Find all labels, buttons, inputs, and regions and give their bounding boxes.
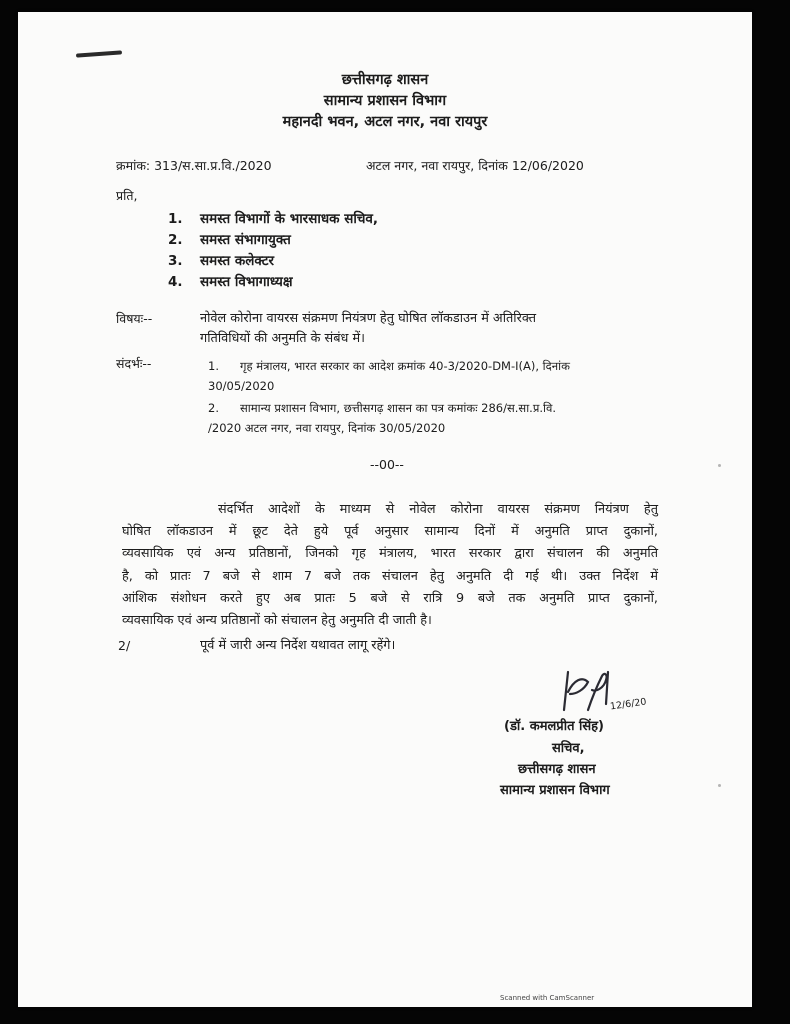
body-line: संदर्भित आदेशों के माध्यम से नोवेल कोरोना वायरस संक्रमण नियंत्रण हेतु xyxy=(218,502,658,517)
scanner-watermark: Scanned with CamScanner xyxy=(500,994,595,1002)
reference-item-line: 30/05/2020 xyxy=(208,379,275,393)
separator: --00-- xyxy=(370,457,404,472)
point-text: पूर्व में जारी अन्य निर्देश यथावत लागू रहेंगे। xyxy=(200,638,396,653)
recipient-text: समस्त विभागों के भारसाधक सचिव, xyxy=(200,211,379,227)
scan-dot xyxy=(718,784,721,787)
letterhead-government: छत्तीसगढ़ शासन xyxy=(341,72,429,88)
letterhead xyxy=(18,70,752,133)
body-line: है, को प्रातः 7 बजे से शाम 7 बजे तक संचालन हेतु अनुमति दी गई थी। उक्त निर्देश में xyxy=(122,568,658,584)
recipient-text: समस्त कलेक्टर xyxy=(200,253,275,269)
reference-item-line: सामान्य प्रशासन विभाग, छत्तीसगढ़ शासन का पत्र कमांकः 286/स.सा.प्र.वि. xyxy=(240,401,557,415)
letterhead-department: सामान्य प्रशासन विभाग xyxy=(323,93,447,109)
recipient-number: 2. xyxy=(168,232,183,248)
subject-label: विषयः-- xyxy=(116,311,153,326)
recipient-text: समस्त विभागाध्यक्ष xyxy=(200,274,293,290)
signatory-name: (डॉ. कमलप्रीत सिंह) xyxy=(504,719,604,734)
document-page xyxy=(18,12,752,1007)
signatory-org: छत्तीसगढ़ शासन xyxy=(518,762,596,777)
reference-item-line: गृह मंत्रालय, भारत सरकार का आदेश क्रमांक 40-3/2020-DM-I(A), दिनांक xyxy=(240,359,570,373)
body-paragraph xyxy=(122,499,658,632)
recipient-text: समस्त संभागायुक्त xyxy=(200,232,291,248)
recipient-number: 4. xyxy=(168,274,183,290)
place-date: अटल नगर, नवा रायपुर, दिनांक 12/06/2020 xyxy=(366,158,584,173)
reference-item-number: 2. xyxy=(208,401,219,415)
subject-line: नोवेल कोरोना वायरस संक्रमण नियंत्रण हेतु घोषित लॉकडाउन में अतिरिक्त xyxy=(200,311,537,326)
to-label: प्रति, xyxy=(116,188,138,203)
pen-mark xyxy=(76,50,122,57)
scan-dot xyxy=(718,464,721,467)
body-line: घोषित लॉकडाउन में छूट देते हुये पूर्व अनुसार सामान्य दिनों में अनुमति प्राप्त दुकानों, xyxy=(122,524,658,540)
letterhead-address: महानदी भवन, अटल नगर, नवा रायपुर xyxy=(282,114,488,130)
reference-item-line: /2020 अटल नगर, नवा रायपुर, दिनांक 30/05/2020 xyxy=(208,421,446,435)
body-line: आंशिक संशोधन करते हुए अब प्रातः 5 बजे से रात्रि 9 बजे तक अनुमति प्राप्त दुकानों, xyxy=(122,590,658,606)
recipient-number: 1. xyxy=(168,211,183,227)
reference-item-number: 1. xyxy=(208,359,219,373)
body-line: व्यवसायिक एवं अन्य प्रतिष्ठानों, जिनको गृह मंत्रालय, भारत सरकार द्वारा संचालन की अनुमति xyxy=(122,546,658,562)
body-line: व्यवसायिक एवं अन्य प्रतिष्ठानों को संचालन हेतु अनुमति दी जाती है। xyxy=(122,613,432,629)
signature-date: 12/6/20 xyxy=(609,696,648,713)
signatory-designation: सचिव, xyxy=(552,741,585,756)
subject-line: गतिविधियों की अनुमति के संबंध में। xyxy=(200,331,365,346)
recipient-number: 3. xyxy=(168,253,183,269)
handwritten-signature xyxy=(558,662,658,722)
reference-label: संदर्भः-- xyxy=(116,356,152,371)
point-number: 2/ xyxy=(118,638,131,653)
signatory-department: सामान्य प्रशासन विभाग xyxy=(500,783,610,798)
reference-number: क्रमांक: 313/स.सा.प्र.वि./2020 xyxy=(116,158,272,173)
